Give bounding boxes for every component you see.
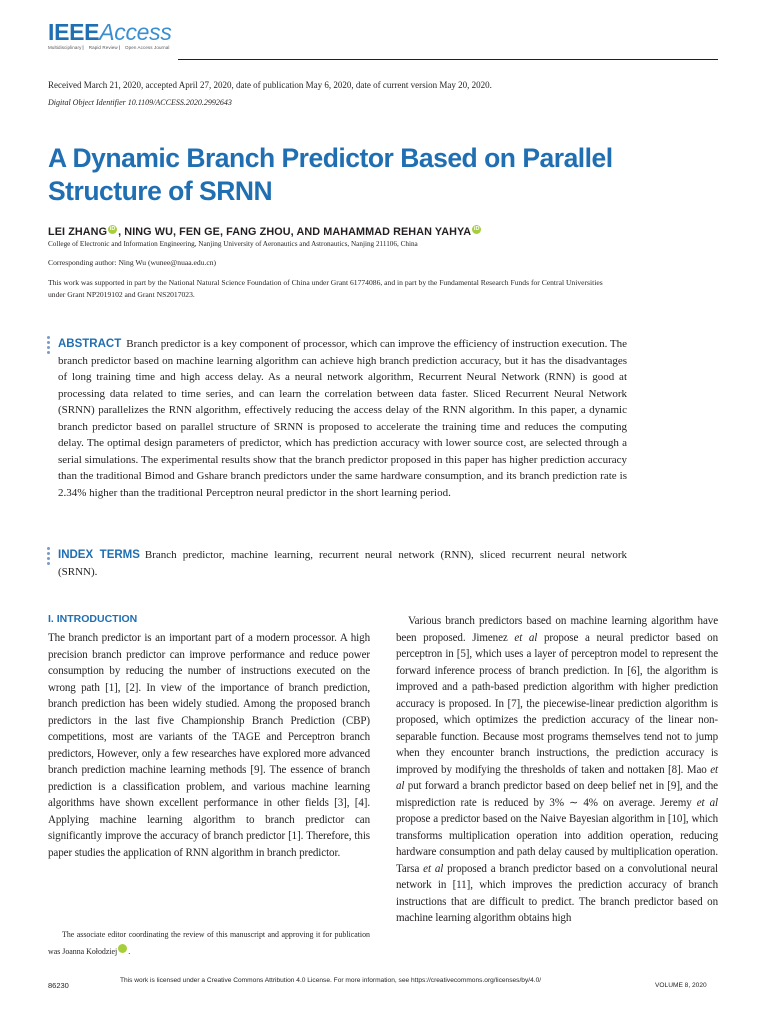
- abstract-marker-icon: [47, 336, 51, 356]
- intro-paragraph: The branch predictor is an important part of a modern processor. A high precision branch predictor can improve performance and reduce power consumption by reducing the number of instructions executed on the wrong path [1], [2]. In view of the importance of branch prediction, branch prediction has been widely studied. Among the proposed branch predictors in the last five Championship Branch Prediction (CBP) competitions, most are variants of the TAGE and Perceptron branch predictors, However, only a few researches have explored more advanced branch prediction machine learning methods [9]. The essence of branch prediction is a classification problem, and various machine learning algorithms have shown excellent performance in other fields [3], [4]. Applying machine learning algorithm to branch predictor can significantly improve the accuracy of branch predictor [1]. Therefore, this paper studies the application of RNN algorithm in branch predictor.: [48, 632, 370, 859]
- editor-footnote: The associate editor coordinating the review of this manuscript and approving it for publication was Joanna Kołodziej iD.: [48, 930, 370, 956]
- journal-logo: [48, 20, 172, 45]
- right-column: [396, 613, 718, 927]
- other-authors: , NING WU, FEN GE, FANG ZHOU, AND MAHAMMAD REHAN YAHYA: [118, 226, 472, 238]
- section-heading: I. INTRODUCTION: [48, 613, 138, 625]
- volume-label: VOLUME 8, 2020: [655, 982, 707, 989]
- index-terms-text: Branch predictor, machine learning, recurrent neural network (RNN), sliced recurrent neural network (SRNN).: [58, 549, 627, 578]
- license-notice[interactable]: This work is licensed under a Creative Commons Attribution 4.0 License. For more information, see https://creativecommons.org/licenses/by/4.0/: [120, 977, 542, 984]
- affiliation: College of Electronic and Information Engineering, Nanjing University of Aeronautics and Astronautics, Nanjing 211106, China: [48, 240, 418, 248]
- index-terms: [58, 547, 627, 580]
- first-author: LEI ZHANG: [48, 226, 108, 238]
- orcid-icon[interactable]: iD: [118, 944, 127, 953]
- page-number: 86230: [48, 981, 69, 990]
- corresponding-author: Corresponding author: Ning Wu (wunee@nuaa.edu.cn): [48, 258, 217, 267]
- orcid-icon[interactable]: iD: [473, 226, 480, 232]
- logo-ieee: IEEE: [48, 19, 100, 45]
- received-dates: Received March 21, 2020, accepted April 27, 2020, date of publication May 6, 2020, date of current version May 20, 2020.: [48, 80, 492, 90]
- paper-title: A Dynamic Branch Predictor Based on Parallel Structure of SRNN: [48, 143, 613, 206]
- left-column: [48, 630, 370, 861]
- doi-line: Digital Object Identifier 10.1109/ACCESS.2020.2992643: [48, 98, 232, 107]
- header-rule: [178, 59, 718, 60]
- abstract: [58, 336, 627, 501]
- footnote-text: The associate editor coordinating the review of this manuscript and approving it for publication was Joanna Kołodziej: [48, 930, 370, 956]
- journal-tagline: Multidisciplinary ⎸ Rapid Review ⎸ Open Access Journal: [48, 45, 170, 50]
- orcid-icon[interactable]: iD: [109, 226, 116, 232]
- abstract-heading: ABSTRACT: [58, 338, 122, 350]
- logo-access: Access: [99, 19, 172, 45]
- index-terms-heading: INDEX TERMS: [58, 549, 140, 561]
- related-work-paragraph: Various branch predictors based on machine learning algorithm have been proposed. Jimenez et al propose a neural predictor based on perceptron in [5], which uses a layer of perceptron model to represent the forward inference process of branch prediction. In [6], the algorithm is improved and a path-based prediction algorithm with higher prediction accuracy is proposed. In [7], the piecewise-linear prediction algorithm is proposed, which optimizes the prediction accuracy of the linear non-separable function. Because most programs themselves tend not to jump when they encounter branch instructions, the prediction accuracy is improved by modifying the thresholds of taken and nottaken [8]. Mao et al put forward a branch predictor based on deep belief net in [9], and the misprediction rate is reduced by 3% ∼ 4% on average. Jeremy et al propose a predictor based on the Naive Bayesian algorithm in [10], which transforms multiplication operation into addition operation, reducing hardware consumption and path delay caused by multiplication operation. Tarsa et al proposed a branch predictor based on a convolutional neural network in [11], which improves the prediction accuracy of branch instructions that are difficult to predict. The branch predictor based on machine learning algorithm obtains high: [396, 615, 719, 924]
- abstract-text: Branch predictor is a key component of processor, which can improve the efficiency of instruction execution. The branch predictor based on machine learning algorithm can achieve high branch prediction accuracy, but it has the disadvantages of long training time and high access delay. As a neural network algorithm, Recurrent Neural Network (RNN) is good at processing data related to time series, and can learn the correlation between data faster. Sliced Recurrent Neural Network (SRNN) parallelizes the RNN algorithm, effectively reducing the access delay of the RNN algorithm. In this paper, a dynamic branch predictor based on parallel structure of SRNN is proposed to accelerate the training time and reduces the computing delay. The optimal design parameters of predictor, which has prediction accuracy with lower source cost, are selected through a serial simulations. The experimental results show that the branch predictor proposed in this paper has higher prediction accuracy than the traditional Bimod and Gshare branch predictors under the same hardware consumption, and its branch prediction rate is 2.34% higher than the traditional Perceptron neural predictor in the short learning period.: [58, 338, 627, 499]
- index-terms-marker-icon: [47, 547, 51, 567]
- author-list: [48, 225, 482, 238]
- funding-statement: This work was supported in part by the National Natural Science Foundation of China under Grant 61774086, and in part by the Fundamental Research Funds for Central Universities under Grant NP2019102 and Grant NS2017023.: [48, 278, 603, 299]
